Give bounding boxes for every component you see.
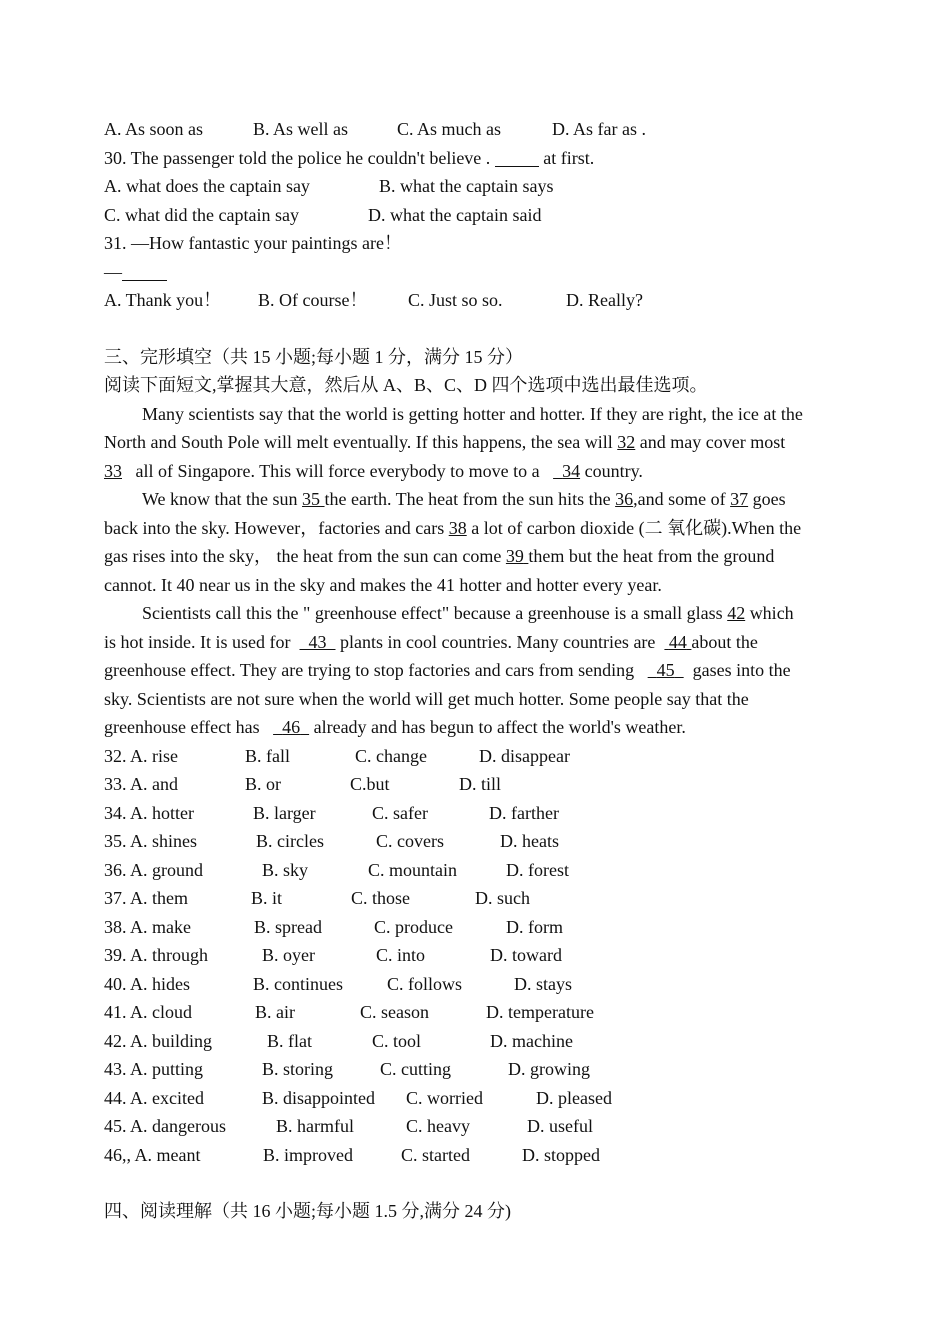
question-option-b: B. storing xyxy=(262,1059,334,1079)
question-option-a: 43. A. putting xyxy=(104,1059,204,1079)
section3-instruction: 阅读下面短文,掌握其大意，然后从 A、B、C、D 四个选项中选出最佳选项。 xyxy=(104,375,708,395)
question-option-d: D. machine xyxy=(490,1030,573,1051)
passage-line xyxy=(104,713,856,742)
question-option-b: B. disappointed xyxy=(262,1087,375,1108)
question-option-c: C. season xyxy=(360,1002,429,1022)
question-option-c: C. tool xyxy=(372,1030,422,1051)
question-option-b: B. oyer xyxy=(262,945,315,965)
question-option-a: 40. A. hides xyxy=(104,973,191,994)
question-option-a: 37. A. them xyxy=(104,888,188,908)
passage-text: which xyxy=(749,603,794,623)
passage-text: already and has begun to affect the world's weather. xyxy=(313,717,686,737)
question-option-c: C. follows xyxy=(387,973,463,994)
blank-45: 45 xyxy=(656,660,675,680)
q31-answer-blank xyxy=(122,262,167,281)
q30-option-b: B. what the captain says xyxy=(379,176,554,196)
passage-line: cannot. It 40 near us in the sky and makes the 41 hotter and hotter every year. xyxy=(104,574,662,595)
question-option-c: C. into xyxy=(376,945,426,965)
question-option-d: D. toward xyxy=(490,945,562,965)
passage-text: about the xyxy=(691,631,758,652)
question-row xyxy=(104,1112,856,1141)
question-option-b: B. spread xyxy=(254,916,322,937)
question-option-c: C. produce xyxy=(374,916,453,937)
blank-38: 38 xyxy=(448,517,467,538)
q30-options-row2 xyxy=(104,201,856,230)
passage-text: gases into the xyxy=(692,660,791,680)
question-option-b: B. harmful xyxy=(276,1116,354,1136)
blank-33: 33 xyxy=(104,460,122,481)
question-row xyxy=(104,913,856,942)
question-row xyxy=(104,1141,856,1170)
section3-heading: 三、完形填空（共 15 小题;每小题 1 分，满分 15 分） xyxy=(104,346,523,367)
passage-line xyxy=(104,628,856,657)
question-option-b: B. sky xyxy=(262,859,309,880)
passage-line xyxy=(104,599,856,628)
question-option-d: D. form xyxy=(506,916,563,937)
question-option-d: D. growing xyxy=(508,1059,590,1079)
passage-line xyxy=(104,428,856,457)
blank-44: 44 xyxy=(668,631,687,652)
passage-line xyxy=(104,457,856,486)
q31-stem: 31. —How fantastic your paintings are！ xyxy=(104,233,402,253)
question-option-b: B. air xyxy=(255,1002,295,1022)
question-option-a: 32. A. rise xyxy=(104,745,178,766)
passage-text: the earth. The heat from the sun hits the xyxy=(324,489,611,509)
question-option-d: D. till xyxy=(459,774,502,794)
question-option-b: B. fall xyxy=(245,745,290,766)
blank-42: 42 xyxy=(727,603,746,623)
question-option-b: B. circles xyxy=(256,831,324,851)
q30-answer-blank xyxy=(495,148,539,167)
question-option-d: D. temperature xyxy=(486,1002,594,1022)
question-option-c: C. mountain xyxy=(368,859,457,880)
question-row xyxy=(104,998,856,1027)
q30-option-d: D. what the captain said xyxy=(368,204,542,225)
question-row xyxy=(104,856,856,885)
passage-line xyxy=(104,656,856,685)
question-option-a: 34. A. hotter xyxy=(104,802,194,823)
passage-line xyxy=(104,514,856,543)
blank-32: 32 xyxy=(617,432,636,452)
question-row xyxy=(104,1055,856,1084)
section4-heading: 四、阅读理解（共 16 小题;每小题 1.5 分,满分 24 分) xyxy=(104,1201,511,1221)
cloze-options xyxy=(104,742,856,1170)
question-option-a: 42. A. building xyxy=(104,1030,213,1051)
q30-option-a: A. what does the captain say xyxy=(104,176,310,196)
question-option-b: B. improved xyxy=(263,1144,353,1165)
question-row xyxy=(104,827,856,856)
q29-option-d: D. As far as . xyxy=(552,119,646,139)
question-option-a: 45. A. dangerous xyxy=(104,1116,226,1136)
passage-line: Many scientists say that the world is getting hotter and hotter. If they are right, the ice at the xyxy=(142,403,803,424)
passage-text: is hot inside. It is used for xyxy=(104,631,291,652)
q31-option-a: A. Thank you！ xyxy=(104,290,222,310)
question-option-c: C. heavy xyxy=(406,1116,470,1136)
passage-line xyxy=(104,542,856,571)
q31-option-d: D. Really? xyxy=(566,290,643,310)
passage-text: greenhouse effect has xyxy=(104,717,260,737)
blank-35: 35 xyxy=(302,489,321,509)
question-row xyxy=(104,799,856,828)
question-option-d: D. stopped xyxy=(522,1144,600,1165)
question-option-c: C. covers xyxy=(376,831,444,851)
question-option-a: 33. A. and xyxy=(104,774,178,794)
passage-text: We know that the sun xyxy=(142,489,298,509)
question-option-b: B. continues xyxy=(253,973,343,994)
q29-option-a: A. As soon as xyxy=(104,119,204,139)
question-option-c: C. worried xyxy=(406,1087,483,1108)
question-option-a: 46,, A. meant xyxy=(104,1144,201,1165)
q30-stem-a: 30. The passenger told the police he couldn't believe . xyxy=(104,147,491,168)
question-row xyxy=(104,884,856,913)
passage-text: back into the sky. However，factories and cars xyxy=(104,517,445,538)
question-option-c: C. change xyxy=(355,745,427,766)
q29-option-c: C. As much as xyxy=(397,119,502,139)
question-row xyxy=(104,970,856,999)
blank-37: 37 xyxy=(730,489,749,509)
question-option-d: D. heats xyxy=(500,831,559,851)
q29-options xyxy=(104,115,856,144)
question-option-d: D. useful xyxy=(527,1116,593,1136)
q31-option-c: C. Just so so. xyxy=(408,290,503,310)
question-row xyxy=(104,941,856,970)
question-option-d: D. farther xyxy=(489,802,559,823)
passage-line xyxy=(104,485,856,514)
question-option-a: 38. A. make xyxy=(104,916,191,937)
question-option-b: B. it xyxy=(251,888,283,908)
q30-stem xyxy=(104,144,856,173)
passage-text: greenhouse effect. They are trying to stop factories and cars from sending xyxy=(104,660,635,680)
q31-option-b: B. Of course！ xyxy=(258,290,368,310)
question-row xyxy=(104,1027,856,1056)
question-option-c: C.but xyxy=(350,774,390,794)
passage-text: and may cover most xyxy=(639,432,786,452)
question-option-c: C. cutting xyxy=(380,1059,451,1079)
q30-options-row1 xyxy=(104,172,856,201)
q31-reply-dash: — xyxy=(104,261,122,282)
question-row xyxy=(104,742,856,771)
question-option-a: 36. A. ground xyxy=(104,859,203,880)
question-option-a: 35. A. shines xyxy=(104,831,198,851)
question-option-b: B. flat xyxy=(267,1030,312,1051)
question-option-d: D. stays xyxy=(514,973,572,994)
question-option-d: D. disappear xyxy=(479,745,570,766)
passage-text: ,and some of xyxy=(633,489,726,509)
question-option-d: D. such xyxy=(475,888,530,908)
passage-text: North and South Pole will melt eventually. If this happens, the sea will xyxy=(104,432,613,452)
blank-39: 39 xyxy=(505,546,524,566)
question-option-a: 44. A. excited xyxy=(104,1087,204,1108)
passage-line: sky. Scientists are not sure when the world will get much hotter. Some people say that the xyxy=(104,688,749,709)
question-option-b: B. larger xyxy=(253,802,316,823)
blank-46: 46 xyxy=(282,717,301,737)
q30-option-c: C. what did the captain say xyxy=(104,204,299,225)
blank-34: 34 xyxy=(562,460,581,481)
passage-text: goes xyxy=(752,489,786,509)
passage-text: a lot of carbon dioxide (二 氧化碳).When the xyxy=(471,517,802,538)
question-row xyxy=(104,770,856,799)
q31-reply xyxy=(104,258,856,287)
passage-text: Scientists call this the " greenhouse effect" because a greenhouse is a small glass xyxy=(142,603,723,623)
question-option-a: 39. A. through xyxy=(104,945,209,965)
passage-text: plants in cool countries. Many countries are xyxy=(340,631,656,652)
passage-text: them but the heat from the ground xyxy=(528,546,775,566)
question-option-c: C. started xyxy=(401,1144,470,1165)
q29-option-b: B. As well as xyxy=(253,119,349,139)
question-option-d: D. pleased xyxy=(536,1087,612,1108)
blank-43: 43 xyxy=(308,631,327,652)
question-option-a: 41. A. cloud xyxy=(104,1002,192,1022)
question-option-b: B. or xyxy=(245,774,281,794)
passage-text: all of Singapore. This will force everybody to move to a xyxy=(135,460,540,481)
question-option-d: D. forest xyxy=(506,859,569,880)
passage-text: country. xyxy=(584,460,643,481)
document-page xyxy=(104,115,856,1226)
question-option-c: C. those xyxy=(351,888,411,908)
question-row xyxy=(104,1084,856,1113)
q30-stem-b: at first. xyxy=(543,147,595,168)
passage-text: gas rises into the sky， the heat from the sun can come xyxy=(104,546,502,566)
question-option-c: C. safer xyxy=(372,802,428,823)
blank-36: 36 xyxy=(615,489,634,509)
q31-options xyxy=(104,286,856,315)
